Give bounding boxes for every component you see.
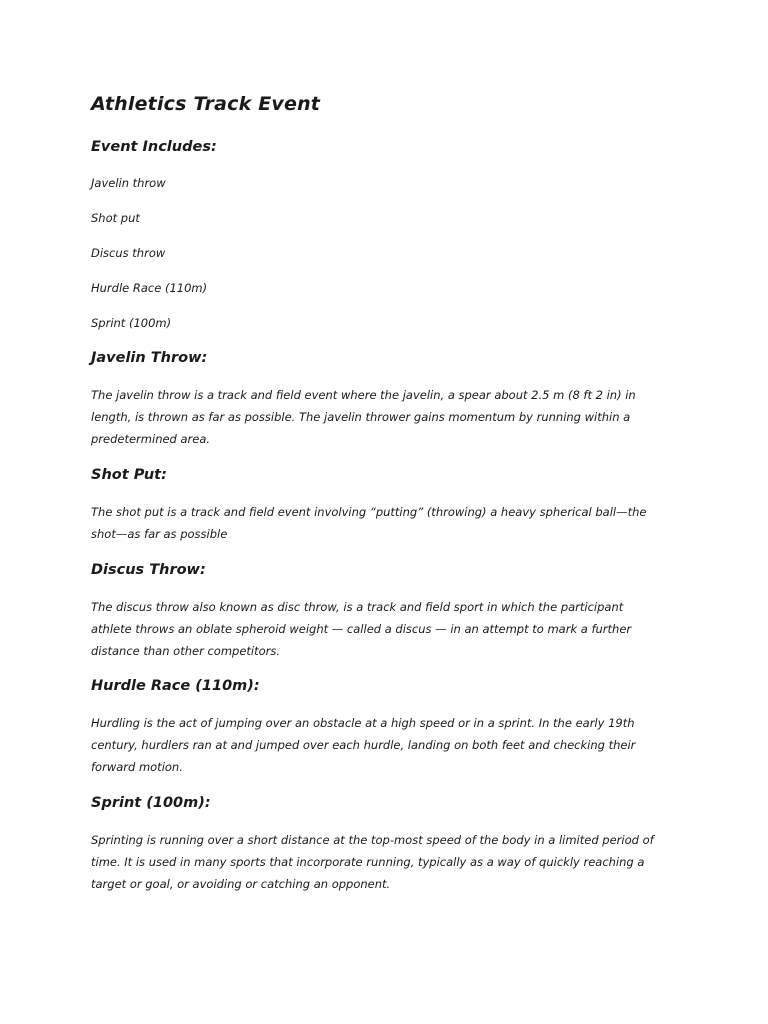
list-item-hurdle: Hurdle Race (110m) bbox=[91, 281, 208, 295]
hurdle-paragraph: Hurdling is the act of jumping over an obstacle at a high speed or in a sprint. In the early 19th century, hurdlers ran at and jumped over each hurdle, landing on both feet and checking their forward motion. bbox=[91, 716, 636, 774]
list-item-sprint: Sprint (100m) bbox=[91, 316, 172, 330]
shot-put-heading: Shot Put: bbox=[91, 467, 167, 483]
javelin-paragraph: The javelin throw is a track and field event where the javelin, a spear about 2.5 m (8 ft 2 in) in length, is thrown as far as possible. The javelin thrower gains momentum by running within a predetermined area. bbox=[91, 388, 636, 446]
list-item-shot-put: Shot put bbox=[91, 211, 140, 225]
javelin-heading: Javelin Throw: bbox=[91, 350, 208, 366]
event-includes-heading: Event Includes: bbox=[91, 139, 217, 155]
discus-heading: Discus Throw: bbox=[91, 562, 206, 578]
document-title: Athletics Track Event bbox=[91, 93, 321, 115]
sprint-paragraph: Sprinting is running over a short distance at the top-most speed of the body in a limited period of time. It is used in many sports that incorporate running, typically as a way of quickly reaching a target or goal, or avoiding or catching an opponent. bbox=[91, 833, 654, 891]
list-item-javelin: Javelin throw bbox=[91, 176, 166, 190]
hurdle-heading: Hurdle Race (110m): bbox=[91, 678, 260, 694]
discus-paragraph: The discus throw also known as disc throw, is a track and field sport in which the participant athlete throws an oblate spheroid weight — called a discus — in an attempt to mark a further distance than other competitors. bbox=[91, 600, 632, 658]
list-item-discus: Discus throw bbox=[91, 246, 166, 260]
shot-put-paragraph: The shot put is a track and field event involving “putting” (throwing) a heavy spherical ball—the shot—as far as possible bbox=[91, 505, 647, 541]
sprint-heading: Sprint (100m): bbox=[91, 795, 211, 811]
